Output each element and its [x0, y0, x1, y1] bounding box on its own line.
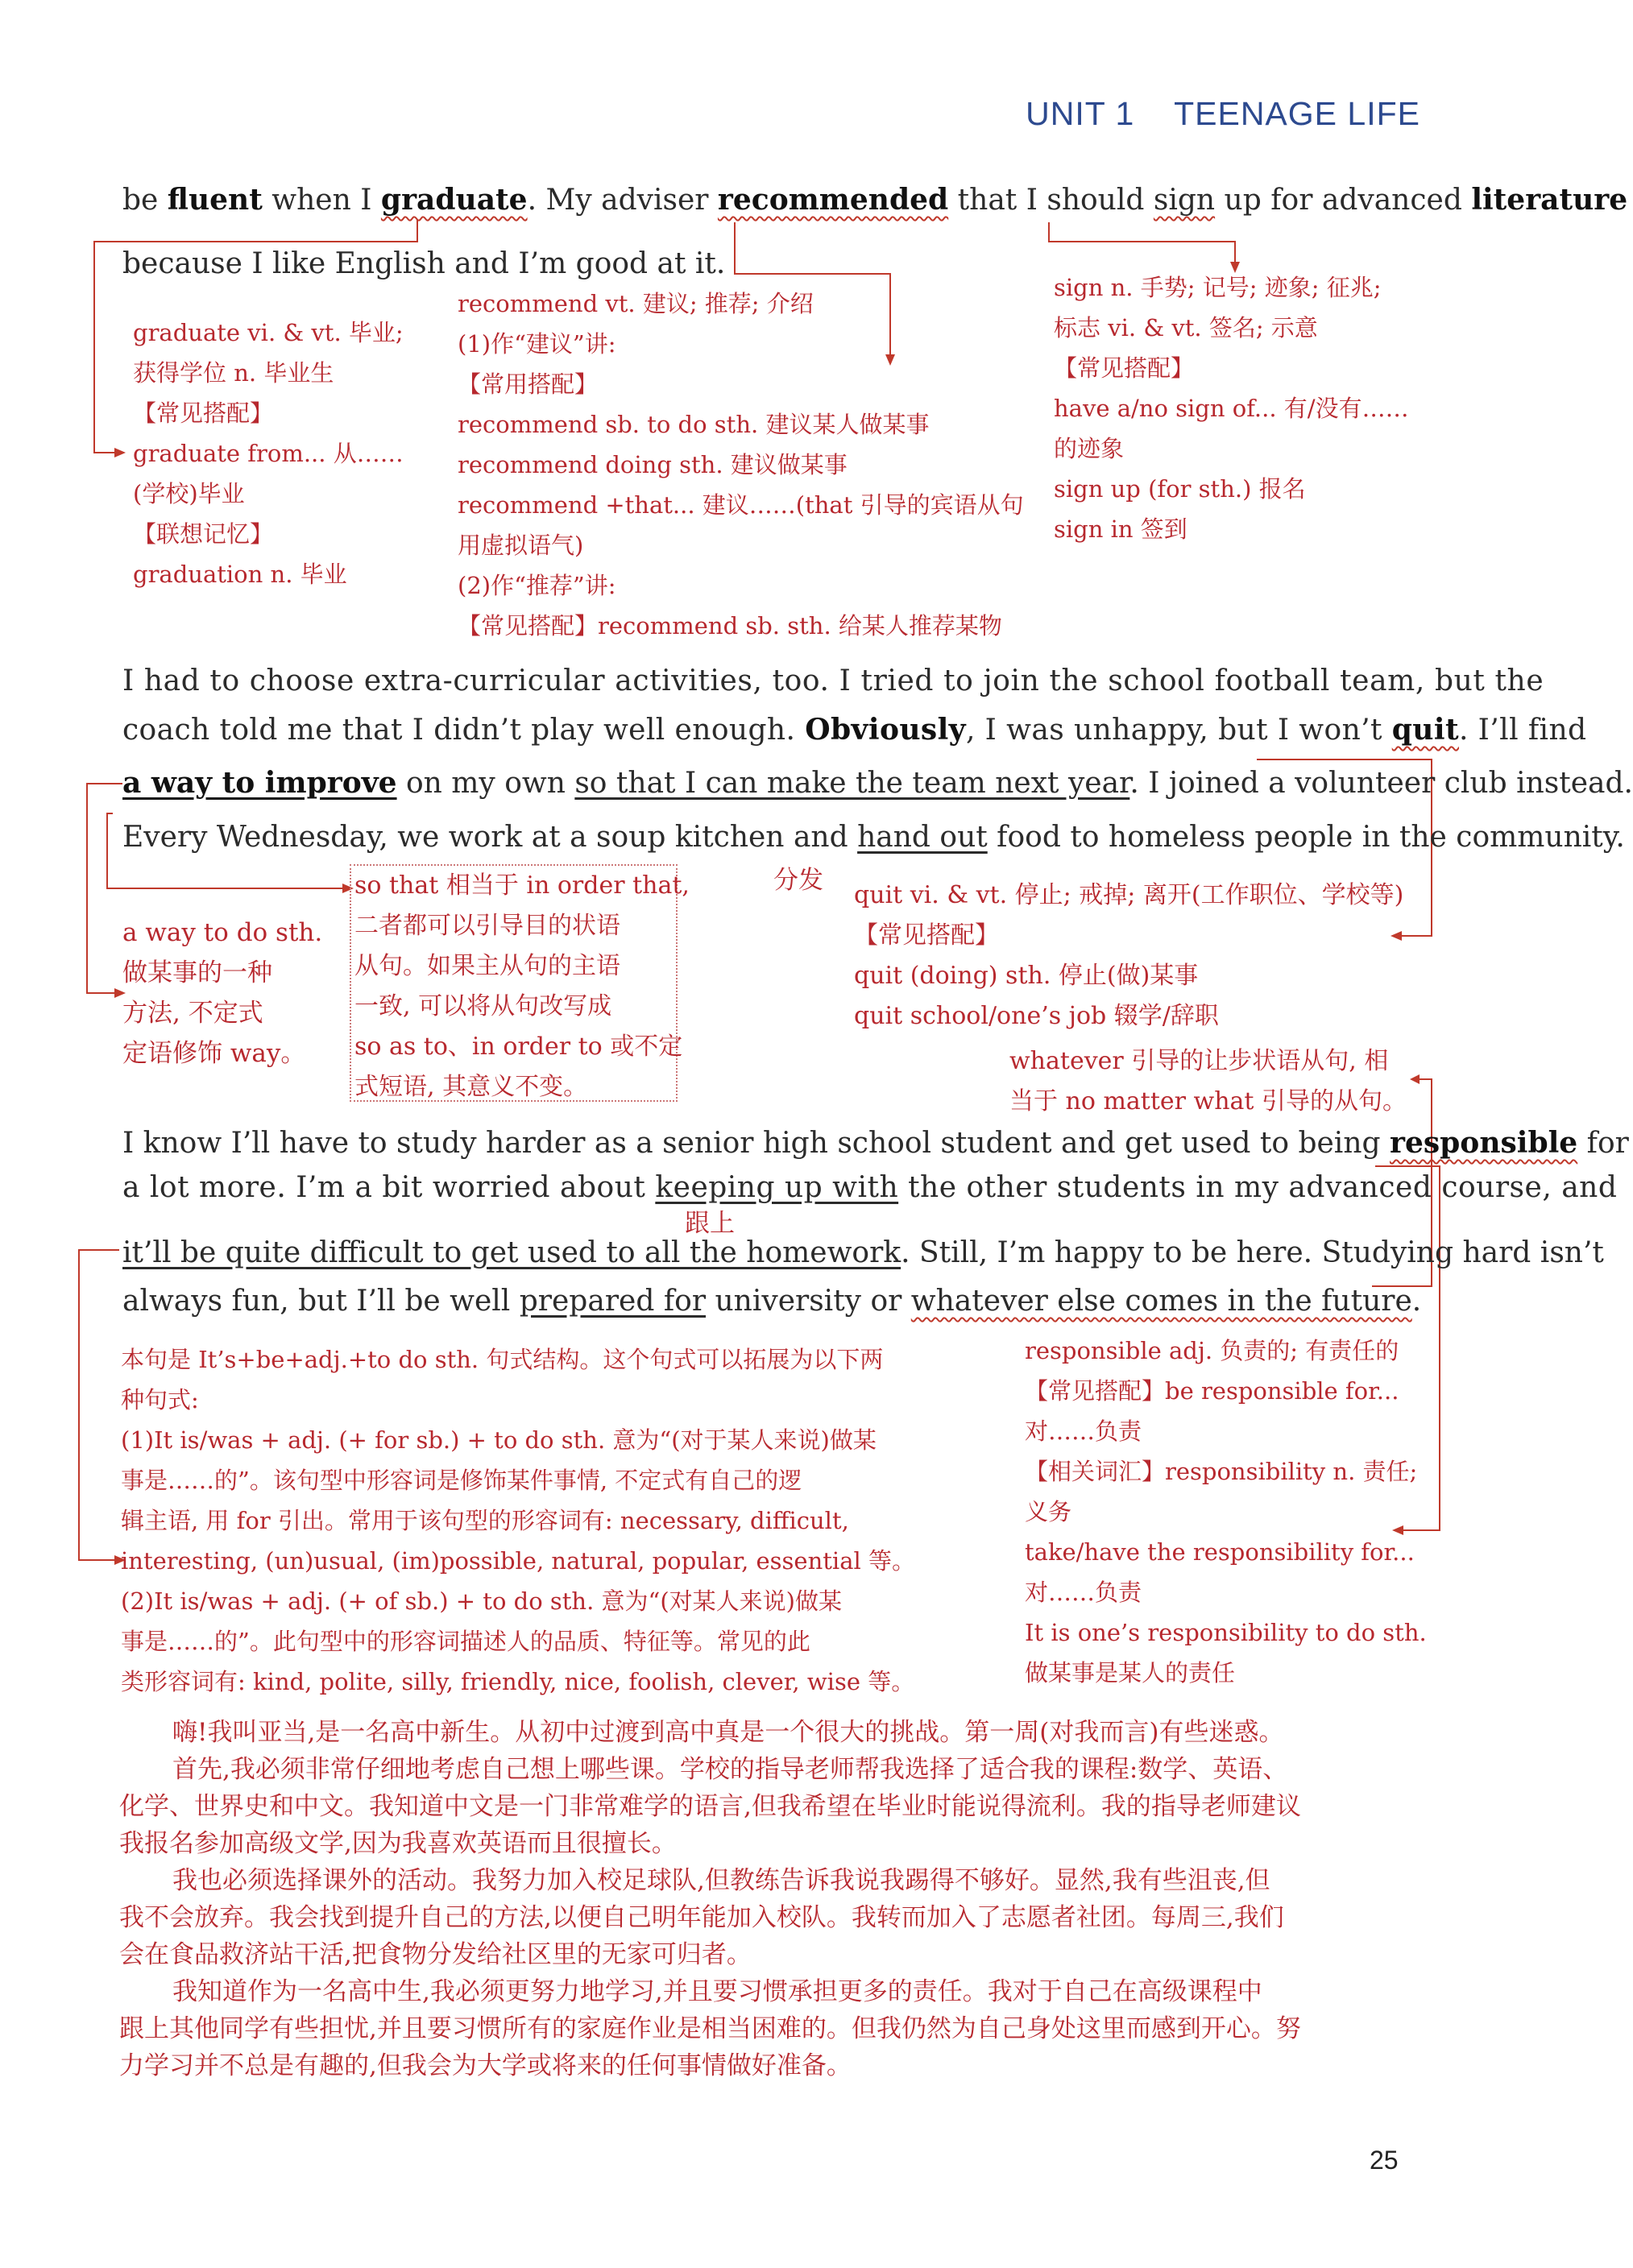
note-line: 定语修饰 way。 — [122, 1039, 306, 1068]
note-line: quit vi. & vt. 停止; 戒掉; 离开(工作职位、学校等) — [854, 881, 1404, 909]
text-run: . My adviser — [527, 184, 718, 217]
note-line: 【联想记忆】 — [133, 520, 274, 548]
text-run: I know I’ll have to study harder as a senior high school student and get used to being — [122, 1127, 1390, 1160]
note-line: 事是……的”。该句型中形容词是修饰某件事情, 不定式有自己的逻 — [121, 1467, 802, 1494]
key-phrase-so-that: so that I can make the team next year — [574, 767, 1130, 800]
note-line: 对……负责 — [1025, 1418, 1142, 1445]
note-sign — [1054, 267, 1409, 549]
arrowhead-graduate — [114, 448, 126, 457]
translation — [119, 1714, 1301, 2084]
note-line: 类形容词有: kind, polite, silly, friendly, nice, foolish, clever, wise 等。 — [121, 1668, 915, 1695]
text-run: . I joined a volunteer club instead. — [1129, 767, 1633, 800]
note-line: sign in 签到 — [1054, 515, 1187, 543]
note-line: 义务 — [1025, 1498, 1072, 1525]
page-number: 25 — [1370, 2146, 1399, 2175]
note-line: quit school/one’s job 辍学/辞职 — [854, 1002, 1219, 1030]
key-phrase-hand-out: hand out — [857, 821, 988, 854]
key-phrase-whatever: whatever else comes in the future — [910, 1285, 1412, 1318]
note-line: (2)It is/was + adj. (+ of sb.) + to do sth. 意为“(对某人来说)做某 — [121, 1587, 842, 1615]
passage-line-8 — [122, 1172, 1617, 1204]
passage-line-4 — [122, 714, 1587, 747]
note-line: responsible adj. 负责的; 有责任的 — [1025, 1337, 1399, 1364]
passage-line-1 — [122, 184, 1627, 217]
text-run: up for advanced — [1215, 184, 1472, 217]
key-word-recommended: recommended — [717, 183, 949, 217]
note-line: quit (doing) sth. 停止(做)某事 — [854, 962, 1199, 990]
key-word-quit: quit — [1391, 713, 1459, 747]
note-line: 一致, 可以将从句改写成 — [354, 992, 612, 1020]
note-line: sign n. 手势; 记号; 迹象; 征兆; — [1054, 274, 1382, 301]
note-line: recommend vt. 建议; 推荐; 介绍 — [458, 290, 814, 317]
note-graduate — [133, 312, 404, 594]
note-line: 本句是 It’s+be+adj.+to do sth. 句式结构。这个句式可以拓展为以下两 — [121, 1346, 884, 1373]
note-line: recommend sb. to do sth. 建议某人做某事 — [458, 411, 930, 438]
passage-line-3: I had to choose extra-curricular activities, too. I tried to join the school football team, but the — [122, 664, 1544, 697]
note-line: 二者都可以引导目的状语 — [354, 912, 620, 940]
note-recommend — [458, 284, 1024, 646]
translation-line: 我不会放弃。我会找到提升自己的方法,以便自己明年能加入校队。我转而加入了志愿者社团。每周三,我们 — [119, 1903, 1284, 1932]
note-line: 标志 vi. & vt. 签名; 示意 — [1054, 314, 1318, 341]
note-line: recommend +that... 建议……(that 引导的宾语从句 — [458, 491, 1024, 519]
passage-line-5 — [122, 767, 1633, 800]
note-line: 做某事是某人的责任 — [1025, 1659, 1236, 1687]
note-line: graduate from... 从…… — [133, 440, 404, 467]
translation-line: 我也必须选择课外的活动。我努力加入校足球队,但教练告诉我说我踢得不够好。显然,我有些沮丧,但 — [172, 1866, 1270, 1895]
translation-line: 我知道作为一名高中生,我必须更努力地学习,并且要习惯承担更多的责任。我对于自己在高级课程中 — [172, 1977, 1262, 2006]
note-line: (1)作“建议”讲: — [458, 330, 616, 358]
text-run: be — [122, 184, 168, 217]
key-phrase-it-difficult: it’ll be quite difficult to get used to all the homework — [122, 1236, 901, 1269]
passage-line-6 — [122, 822, 1625, 854]
note-line: 式短语, 其意义不变。 — [354, 1073, 588, 1101]
key-phrase-keeping-up-with: keeping up with — [655, 1171, 899, 1204]
note-line: 获得学位 n. 毕业生 — [133, 359, 334, 387]
key-word-fluent: fluent — [167, 183, 263, 217]
gloss-hand-out: 分发 — [773, 866, 823, 895]
translation-line: 首先,我必须非常仔细地考虑自己想上哪些课。学校的指导老师帮我选择了适合我的课程:数学、英语、 — [172, 1755, 1288, 1784]
translation-line: 嗨!我叫亚当,是一名高中新生。从初中过渡到高中真是一个很大的挑战。第一周(对我而言)有些迷惑。 — [172, 1718, 1284, 1747]
key-phrase-a-way-to-improve: a way to improve — [122, 766, 397, 800]
note-line: 【常见搭配】recommend sb. sth. 给某人推荐某物 — [458, 612, 1002, 639]
note-line: 辑主语, 用 for 引出。常用于该句型的形容词有: necessary, difficult, — [121, 1507, 849, 1534]
note-line: interesting, (un)usual, (im)possible, natural, popular, essential 等。 — [121, 1547, 915, 1575]
translation-line: 我报名参加高级文学,因为我喜欢英语而且很擅长。 — [119, 1829, 677, 1858]
note-line: 做某事的一种 — [122, 958, 272, 987]
note-line: graduate vi. & vt. 毕业; — [133, 319, 404, 346]
passage-line-2: because I like English and I’m good at it. — [122, 247, 726, 280]
key-word-literature: literature — [1471, 183, 1628, 217]
text-run: that I should — [948, 184, 1154, 217]
note-a-way-to — [122, 913, 322, 1074]
note-line: 【常见搭配】 — [133, 399, 274, 427]
note-line: (学校)毕业 — [133, 480, 245, 507]
note-line: so as to、in order to 或不定 — [354, 1033, 683, 1061]
note-line: graduation n. 毕业 — [133, 561, 347, 588]
passage-line-7 — [122, 1127, 1629, 1160]
arrowhead-whatever — [1410, 1074, 1420, 1084]
note-line: take/have the responsibility for... — [1025, 1538, 1415, 1566]
note-line: 从句。如果主从句的主语 — [354, 952, 620, 980]
passage-line-9 — [122, 1237, 1604, 1269]
note-line: 当于 no matter what 引导的从句。 — [1009, 1087, 1407, 1115]
text-run: , I was unhappy, but I won’t — [966, 714, 1392, 747]
note-line: 【常见搭配】 — [1054, 354, 1195, 382]
note-whatever — [1009, 1041, 1407, 1122]
unit-label: UNIT 1 — [1026, 95, 1135, 132]
note-line: 方法, 不定式 — [122, 999, 263, 1028]
note-responsible — [1025, 1331, 1427, 1693]
translation-line: 会在食品救济站干活,把食物分发给社区里的无家可归者。 — [119, 1940, 752, 1969]
text-run: Every Wednesday, we work at a soup kitchen and — [122, 821, 858, 854]
key-word-sign: sign — [1153, 184, 1216, 217]
arrow-sign — [1049, 222, 1235, 262]
note-line: 种句式: — [121, 1386, 199, 1413]
text-run: university or — [706, 1285, 911, 1318]
text-run: . — [1411, 1285, 1422, 1318]
note-line: It is one’s responsibility to do sth. — [1025, 1619, 1427, 1646]
passage-line-10 — [122, 1285, 1421, 1318]
key-phrase-prepared-for: prepared for — [519, 1285, 707, 1318]
note-line: 的迹象 — [1054, 435, 1125, 462]
note-line: 用虚拟语气) — [458, 532, 584, 559]
note-line: have a/no sign of... 有/没有…… — [1054, 395, 1409, 422]
translation-line: 化学、世界史和中文。我知道中文是一门非常难学的语言,但我希望在毕业时能说得流利。我的指导老师建议 — [119, 1792, 1301, 1821]
note-line: 【常见搭配】be responsible for... — [1025, 1377, 1399, 1405]
text-run: on my own — [396, 767, 575, 800]
note-line: (1)It is/was + adj. (+ for sb.) + to do sth. 意为“(对于某人来说)做某 — [121, 1426, 877, 1454]
text-run: when I — [262, 184, 381, 217]
text-run: coach told me that I didn’t play well enough. — [122, 714, 806, 747]
key-word-obviously: Obviously — [805, 713, 966, 747]
note-line: 【常用搭配】 — [458, 370, 599, 398]
text-run: food to homeless people in the community. — [987, 821, 1625, 854]
translation-line: 跟上其他同学有些担忧,并且要习惯所有的家庭作业是相当困难的。但我仍然为自己身处这里而感到开心。努 — [119, 2014, 1301, 2043]
text-run: . I’ll find — [1459, 714, 1587, 747]
note-line: recommend doing sth. 建议做某事 — [458, 451, 848, 478]
note-quit — [854, 875, 1403, 1037]
unit-title: TEENAGE LIFE — [1174, 95, 1420, 132]
note-line: 【相关词汇】responsibility n. 责任; — [1025, 1458, 1418, 1485]
text-run: for — [1577, 1127, 1629, 1160]
key-word-graduate: graduate — [380, 183, 528, 217]
key-word-responsible: responsible — [1390, 1126, 1578, 1160]
note-line: 【常见搭配】 — [854, 921, 999, 950]
text-run: always fun, but I’ll be well — [122, 1285, 520, 1318]
text-run: the other students in my advanced course, and — [898, 1171, 1618, 1204]
note-line: whatever 引导的让步状语从句, 相 — [1009, 1047, 1389, 1075]
note-line: (2)作“推荐”讲: — [458, 572, 616, 599]
text-run: . Still, I’m happy to be here. Studying hard isn’t — [901, 1236, 1604, 1269]
note-line: sign up (for sth.) 报名 — [1054, 475, 1306, 503]
translation-line: 力学习并不总是有趣的,但我会为大学或将来的任何事情做好准备。 — [119, 2051, 852, 2080]
text-run: a lot more. I’m a bit worried about — [122, 1171, 656, 1204]
arrow-itis — [79, 1250, 119, 1560]
note-it-is-structure — [121, 1339, 915, 1702]
note-line: 对……负责 — [1025, 1579, 1142, 1606]
note-line: 事是……的”。此句型中的形容词描述人的品质、特征等。常见的此 — [121, 1628, 810, 1655]
gloss-keep-up: 跟上 — [685, 1209, 735, 1238]
note-line: so that 相当于 in order that, — [354, 871, 690, 900]
note-line: a way to do sth. — [122, 918, 323, 947]
note-so-that-box — [350, 864, 690, 1102]
